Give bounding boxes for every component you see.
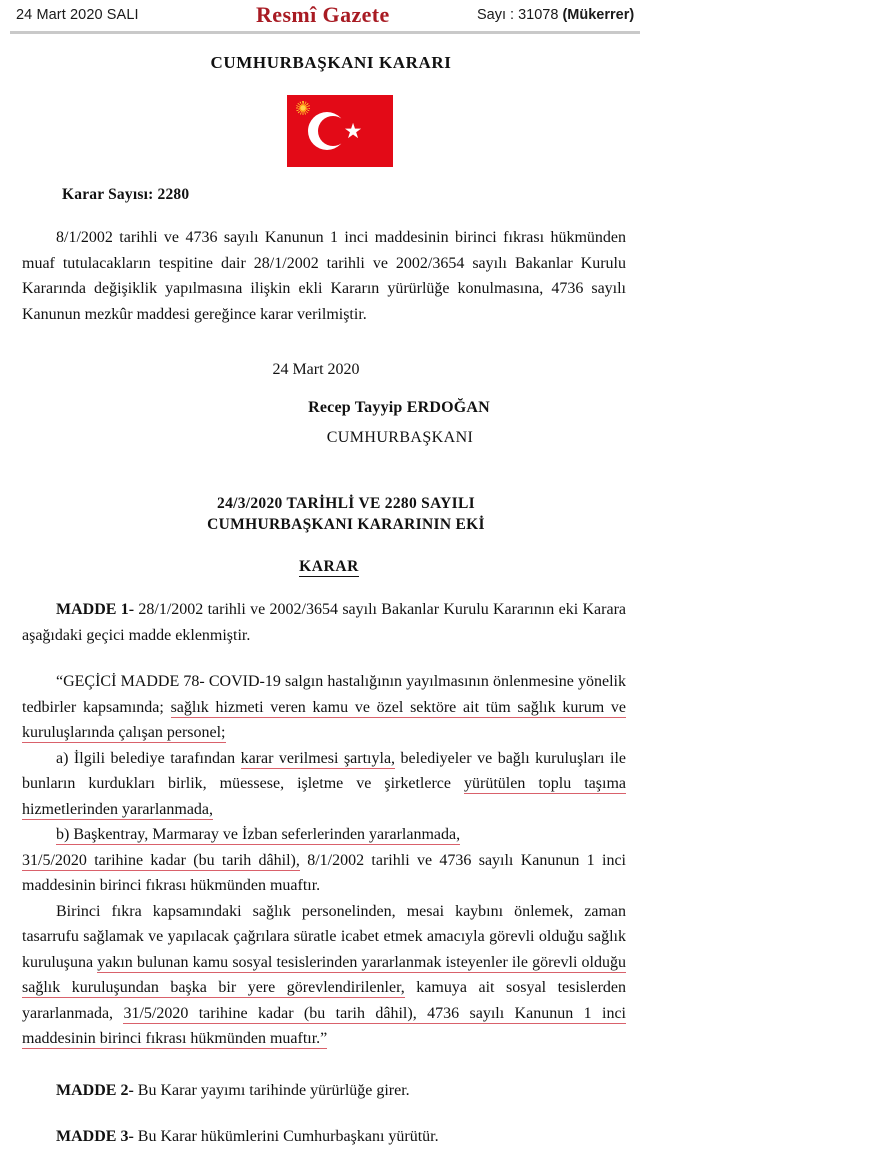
turkish-flag-icon (287, 95, 393, 167)
second-paragraph (22, 899, 626, 1052)
page-title: CUMHURBAŞKANI KARARI (210, 53, 452, 72)
decision-number: Karar Sayısı: 2280 (62, 186, 190, 203)
flag-container (0, 95, 880, 167)
annex-heading (0, 493, 880, 535)
provisional-lead-text: “GEÇİCİ MADDE 78- COVID-19 salgın hastalığının yayılmasının önlenmesine yönelik tedbirler kapsamında; (22, 673, 626, 716)
annotation-underline-2: karar verilmesi şartıyla, (240, 749, 396, 767)
article-2-text: Bu Karar yayımı tarihinde yürürlüğe girer. (133, 1081, 410, 1099)
article-2-paragraph (22, 1078, 626, 1104)
document-body (0, 53, 880, 1150)
clause-closing-paragraph (22, 848, 626, 899)
annotation-underline-5: 31/5/2020 tarihine kadar (bu tarih dâhil), (22, 851, 300, 869)
issue-number-label: Sayı : 31078 (477, 7, 563, 23)
clause-a-mid-text: belediyeler ve bağlı kuruluşları ile bunların kurdukları birlik, müessese, işletme ve şirketlerce (22, 749, 626, 792)
article-1-label: MADDE 1- (56, 601, 135, 618)
annotation-underline-3: yürütülen toplu taşıma hizmetlerinden yararlanmada, (22, 775, 626, 818)
preamble-paragraph: 8/1/2002 tarihli ve 4736 sayılı Kanunun 1 inci maddesinin birinci fıkrası hükmünden muaf tutulacakların tespitine dair 28/1/2002 tarihli ve 2002/3654 sayılı Bakanlar Kurulu Kararında değişiklik yapılmasına ilişkin ekli Kararın yürürlüğe konulmasına, 4736 sayılı Kanunun mezkûr maddesi gereğince karar verilmiştir. (22, 229, 626, 323)
signatory-name: Recep Tayyip ERDOĞAN (308, 399, 490, 416)
article-3-text: Bu Karar hükümlerini Cumhurbaşkanı yürütür. (133, 1128, 439, 1145)
annex-karar-heading (0, 558, 880, 576)
gazette-masthead (0, 0, 880, 34)
annotation-underline-7: 31/5/2020 tarihine kadar (bu tarih dâhil), 4736 sayılı Kanunun 1 inci maddesinin birinci fıkrası hükmünden muaftır.” (22, 1004, 626, 1047)
masthead-divider (10, 31, 640, 34)
star-icon: ★ (343, 119, 363, 143)
article-3-paragraph (22, 1124, 626, 1150)
annotation-underline-1: sağlık hizmeti veren kamu ve özel sektöre ait tüm sağlık kurum ve kuruluşlarında çalışan personel; (22, 698, 626, 741)
clause-closing-rest: 8/1/2002 tarihli ve 4736 sayılı Kanunun 1 inci maddesinin birinci fıkrası hükmünden muaftır. (22, 851, 627, 894)
annotation-underline-6: yakın bulunan kamu sosyal tesislerinden yararlanmak isteyenler ile görevli olduğu sağlık kuruluşundan başka bir yere görevlendirilenler, (22, 953, 626, 996)
clause-b-paragraph (22, 822, 626, 848)
annotation-underline-4: b) Başkentray, Marmaray ve İzban seferlerinden yararlanmada, (56, 826, 461, 843)
article-2-label: MADDE 2- (56, 1081, 134, 1099)
clause-a-paragraph (22, 746, 626, 823)
annex-heading-line1: 24/3/2020 TARİHLİ VE 2280 SAYILI (217, 495, 475, 512)
signature-date: 24 Mart 2020 (272, 361, 360, 378)
signatory-role: CUMHURBAŞKANI (326, 429, 474, 446)
second-paragraph-lead: Birinci fıkra kapsamındaki sağlık personelinden, mesai kaybını önlemek, zaman tasarrufu sağlamak ve yapılacak çağrılara süratle icabet etmek amacıyla görevli olduğu sağlık kuruluşuna (22, 902, 626, 971)
issue-number (477, 7, 634, 23)
issue-number-suffix: (Mükerrer) (562, 7, 635, 23)
annex-karar-label: KARAR (299, 558, 359, 575)
sunburst-icon (296, 101, 310, 115)
article-1-text: 28/1/2002 tarihli ve 2002/3654 sayılı Bakanlar Kurulu Kararının eki Karara aşağıdaki geçici madde eklenmiştir. (22, 601, 627, 644)
second-paragraph-mid: kamuya ait sosyal tesislerden yararlanmada, (22, 979, 627, 1022)
annex-heading-line2: CUMHURBAŞKANI KARARININ EKİ (207, 516, 485, 533)
article-3-label: MADDE 3- (56, 1128, 134, 1145)
publication-date: 24 Mart 2020 SALI (16, 7, 139, 23)
provisional-article-lead (22, 669, 626, 746)
clause-a-marker: a) İlgili belediye tarafından (56, 749, 241, 767)
article-1-paragraph (22, 597, 626, 648)
gazette-title: Resmî Gazete (256, 2, 390, 27)
